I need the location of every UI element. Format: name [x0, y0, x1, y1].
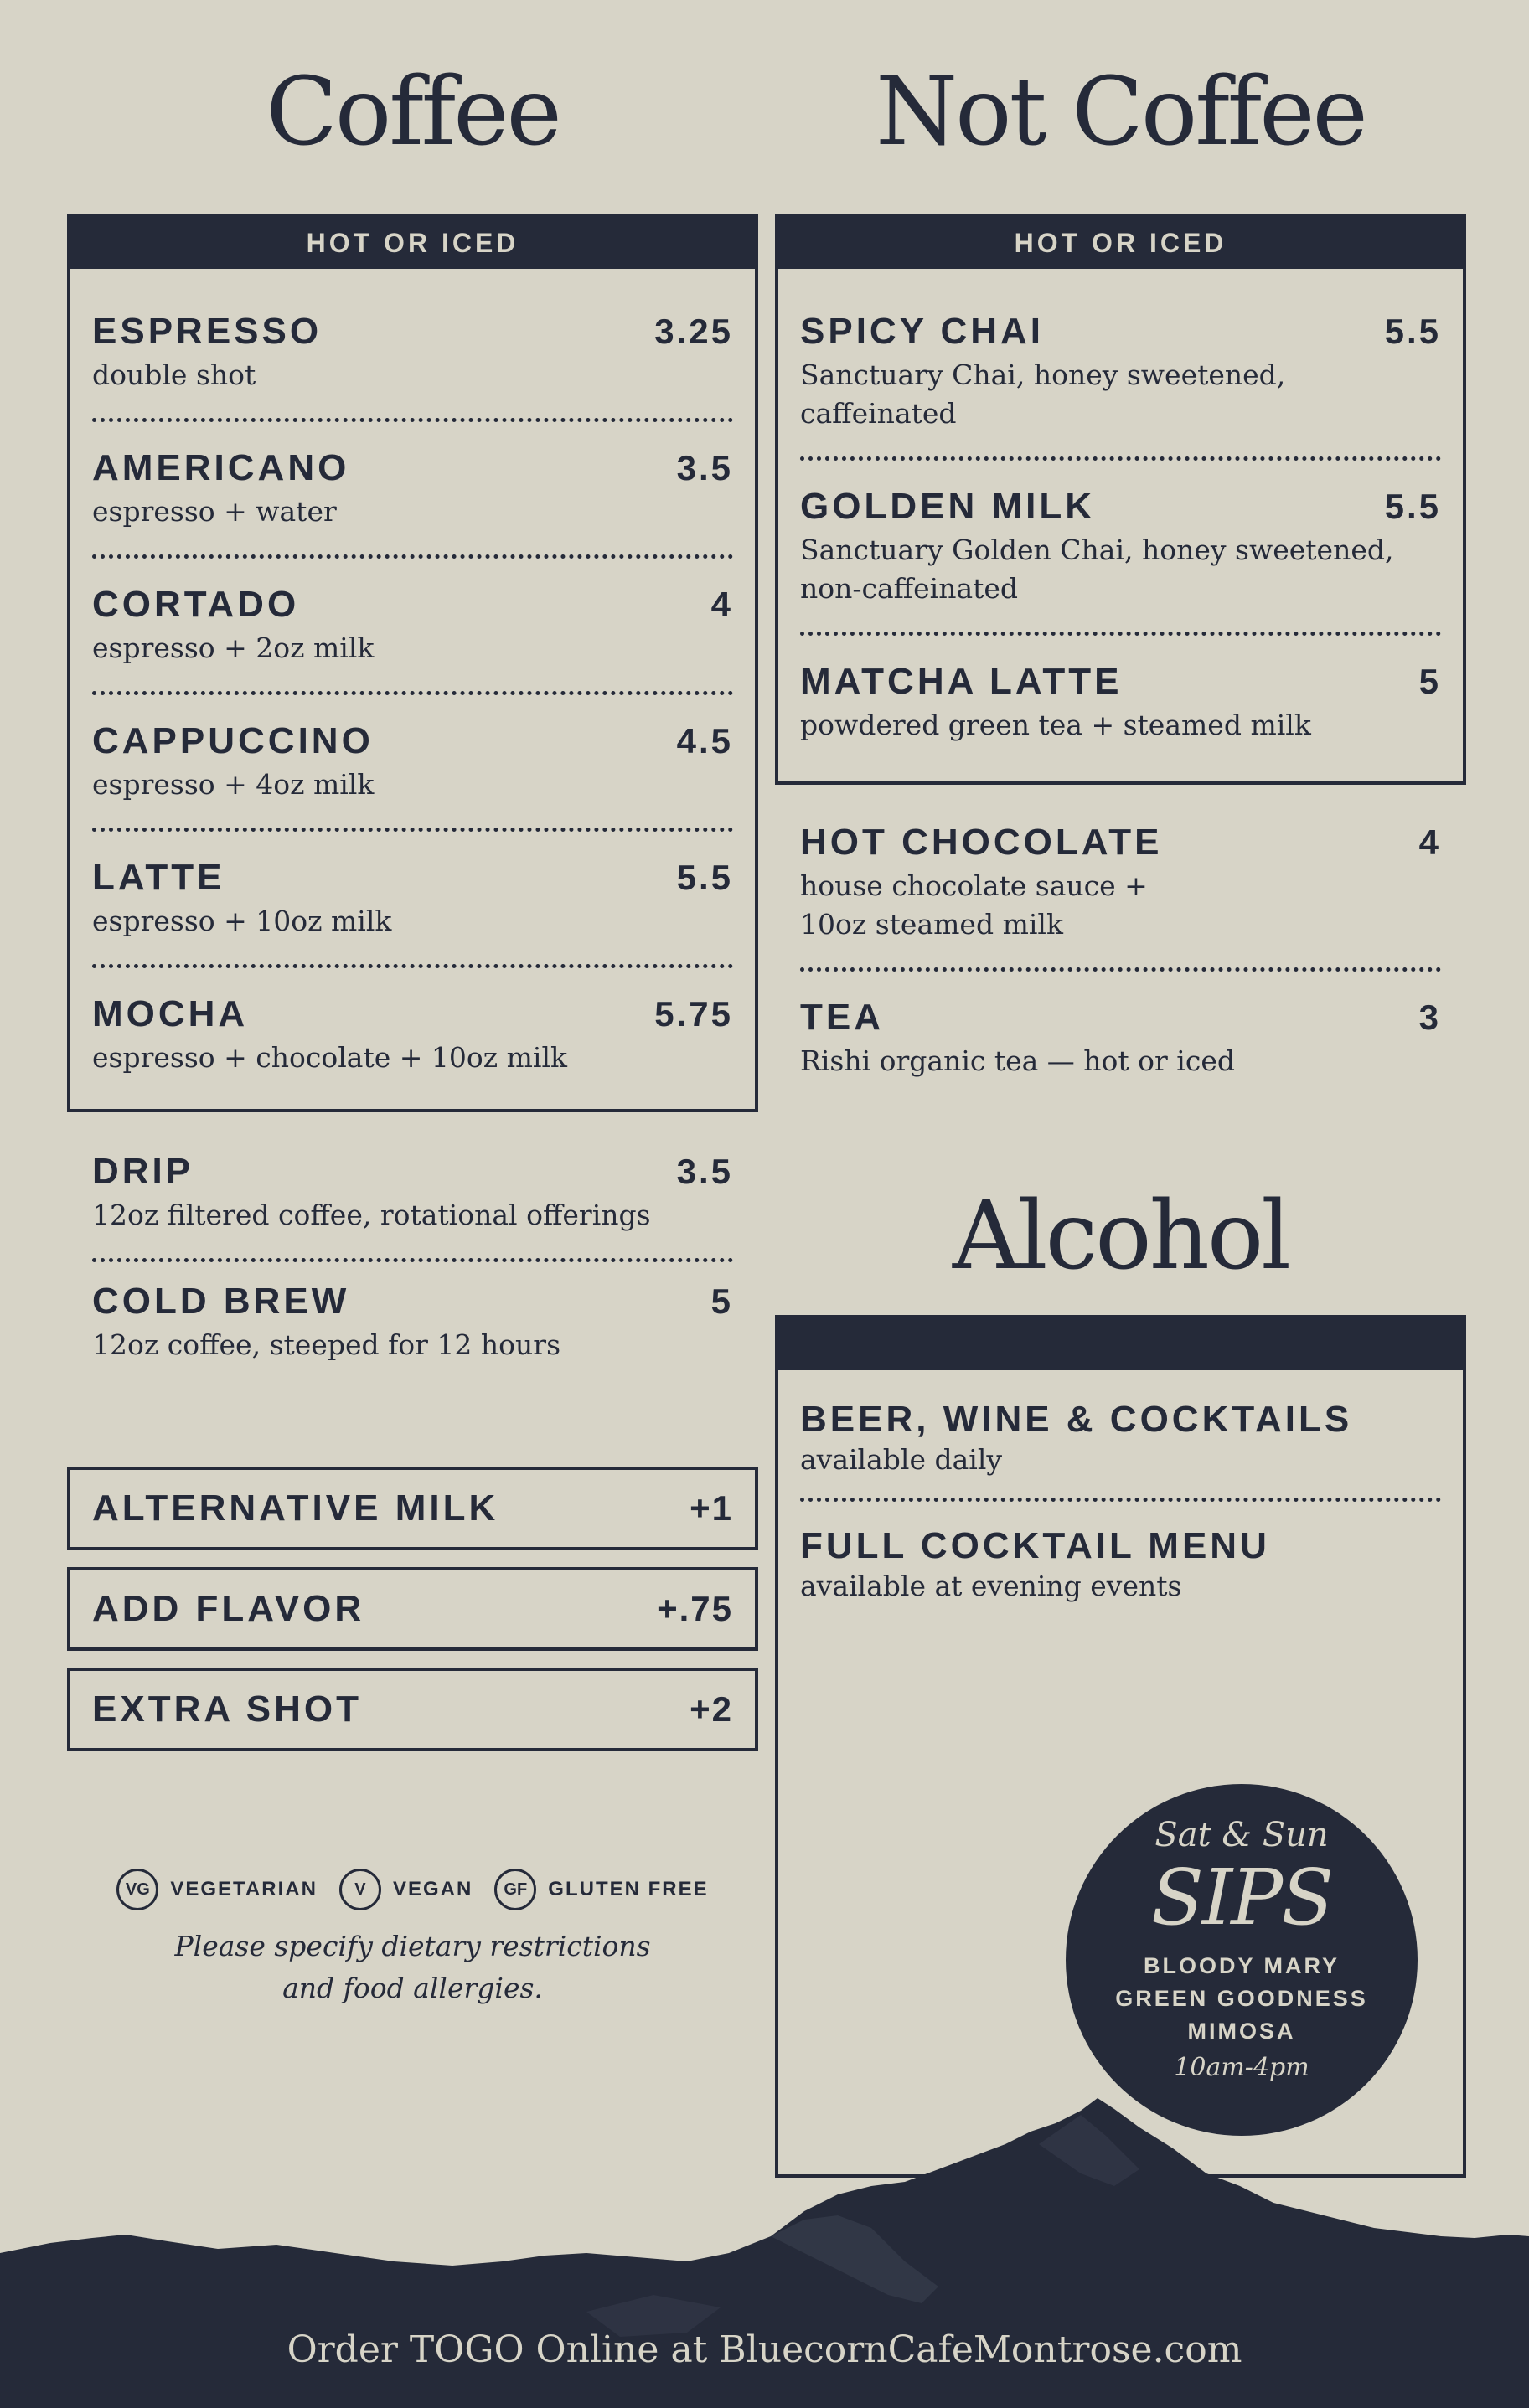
item-description: espresso + chocolate + 10oz milk — [92, 1041, 567, 1074]
sips-drink: BLOODY MARY — [1143, 1953, 1340, 1978]
legend-label: VEGETARIAN — [170, 1878, 318, 1900]
alcohol-box-header — [778, 1318, 1463, 1370]
legend-label: VEGAN — [392, 1878, 473, 1900]
item-description: Sanctuary Golden Chai, honey sweetened, non-caffeinated — [800, 534, 1394, 605]
item-description: Rishi organic tea — hot or iced — [800, 1044, 1235, 1077]
menu-item-golden-milk — [800, 456, 1441, 632]
item-name: MOCHA — [92, 993, 249, 1034]
menu-item-americano — [92, 418, 733, 554]
alcohol-title: Alcohol — [952, 1182, 1289, 1291]
item-price: 5 — [710, 1281, 733, 1321]
legend-label: GLUTEN FREE — [548, 1878, 709, 1900]
dietary-note-line-2: and food allergies. — [282, 1972, 543, 2004]
menu-item-full-cocktail-menu — [800, 1498, 1441, 1629]
coffee-hot-iced-box — [67, 214, 758, 1112]
item-description: 12oz coffee, steeped for 12 hours — [92, 1328, 561, 1361]
item-price: 5.5 — [1384, 487, 1441, 526]
item-name: MATCHA LATTE — [800, 661, 1123, 702]
item-name: ESPRESSO — [92, 311, 323, 352]
addon-price: +.75 — [657, 1589, 733, 1628]
item-price: 3.25 — [654, 312, 733, 351]
legend-gluten-free — [494, 1869, 708, 1910]
not-coffee-box-header: HOT OR ICED — [778, 217, 1463, 269]
item-description: available at evening events — [800, 1570, 1182, 1602]
coffee-column — [67, 0, 758, 2009]
vegetarian-badge-icon: VG — [116, 1869, 158, 1910]
dietary-legend — [67, 1869, 758, 1910]
dietary-note-line-1: Please specify dietary restrictions — [174, 1930, 651, 1962]
addon-alternative-milk — [67, 1467, 758, 1550]
menu-item-latte — [92, 828, 733, 964]
menu-item-espresso — [92, 269, 733, 418]
legend-vegan — [339, 1869, 473, 1910]
item-name: LATTE — [92, 857, 225, 898]
weekend-sips-badge — [1066, 1784, 1418, 2136]
not-coffee-hot-iced-box — [775, 214, 1466, 785]
item-name: FULL COCKTAIL MENU — [800, 1525, 1270, 1566]
vegan-badge-icon: V — [339, 1869, 381, 1910]
not-coffee-title: Not Coffee — [876, 58, 1366, 167]
sips-drink: MIMOSA — [1187, 2019, 1296, 2044]
item-name: TEA — [800, 997, 884, 1038]
not-coffee-item-list — [778, 269, 1463, 781]
alcohol-item-list — [778, 1370, 1463, 1629]
addon-name: ADD FLAVOR — [92, 1588, 365, 1629]
item-name: CORTADO — [92, 584, 300, 625]
item-price: 4 — [1418, 822, 1441, 862]
item-name: CAPPUCCINO — [92, 720, 374, 761]
coffee-box-header: HOT OR ICED — [70, 217, 755, 269]
item-description: house chocolate sauce + 10oz steamed milk — [800, 869, 1148, 941]
item-description: powdered green tea + steamed milk — [800, 709, 1311, 741]
sips-drink-list — [1066, 1950, 1418, 2048]
item-description: 12oz filtered coffee, rotational offerings — [92, 1199, 651, 1231]
sips-time: 10am-4pm — [1174, 2053, 1309, 2082]
menu-item-drip — [92, 1112, 733, 1258]
menu-item-tea — [800, 967, 1441, 1104]
item-price: 5 — [1418, 662, 1441, 701]
menu-item-matcha-latte — [800, 632, 1441, 781]
item-price: 3 — [1418, 998, 1441, 1037]
item-name: AMERICANO — [92, 447, 350, 488]
addon-price: +1 — [690, 1488, 733, 1528]
item-name: COLD BREW — [92, 1281, 350, 1322]
item-description: espresso + water — [92, 495, 337, 528]
item-name: BEER, WINE & COCKTAILS — [800, 1399, 1353, 1440]
item-price: 5.75 — [654, 994, 733, 1034]
addon-list — [67, 1467, 758, 1751]
legend-vegetarian — [116, 1869, 318, 1910]
gluten-free-badge-icon: GF — [494, 1869, 536, 1910]
box-bottom-border — [67, 1109, 758, 1112]
item-description: espresso + 4oz milk — [92, 768, 375, 801]
item-description: Sanctuary Chai, honey sweetened, caffeinated — [800, 358, 1286, 430]
addon-add-flavor — [67, 1567, 758, 1651]
item-name: SPICY CHAI — [800, 311, 1045, 352]
item-name: DRIP — [92, 1151, 194, 1192]
menu-item-spicy-chai — [800, 269, 1441, 456]
menu-item-hot-chocolate — [800, 785, 1441, 967]
sips-drink: GREEN GOODNESS — [1115, 1986, 1368, 2011]
item-name: GOLDEN MILK — [800, 486, 1095, 527]
item-price: 4 — [710, 585, 733, 624]
menu-item-cortado — [92, 554, 733, 691]
item-price: 4.5 — [676, 721, 733, 761]
item-description: espresso + 10oz milk — [92, 905, 392, 937]
menu-item-cold-brew — [92, 1258, 733, 1388]
not-coffee-extra-list — [775, 785, 1466, 1104]
coffee-extra-list — [67, 1112, 758, 1388]
item-price: 5.5 — [676, 858, 733, 897]
item-description: double shot — [92, 358, 256, 391]
menu-item-mocha — [92, 964, 733, 1112]
addon-name: ALTERNATIVE MILK — [92, 1488, 499, 1529]
item-description: espresso + 2oz milk — [92, 632, 375, 664]
sips-title: SIPS — [1150, 1853, 1333, 1942]
menu-item-cappuccino — [92, 691, 733, 828]
dietary-note — [67, 1926, 758, 2009]
sips-subtitle: Sat & Sun — [1154, 1816, 1329, 1854]
item-description: available daily — [800, 1443, 1003, 1476]
order-online-footer: Order TOGO Online at BluecornCafeMontrose.com — [287, 2328, 1242, 2371]
addon-name: EXTRA SHOT — [92, 1689, 362, 1730]
coffee-title: Coffee — [266, 58, 560, 167]
addon-extra-shot — [67, 1668, 758, 1751]
item-price: 3.5 — [676, 1152, 733, 1191]
item-price: 5.5 — [1384, 312, 1441, 351]
item-name: HOT CHOCOLATE — [800, 822, 1163, 863]
menu-item-beer-wine-cocktails — [800, 1370, 1441, 1498]
addon-price: +2 — [690, 1689, 733, 1729]
item-price: 3.5 — [676, 448, 733, 487]
coffee-item-list — [70, 269, 755, 1112]
